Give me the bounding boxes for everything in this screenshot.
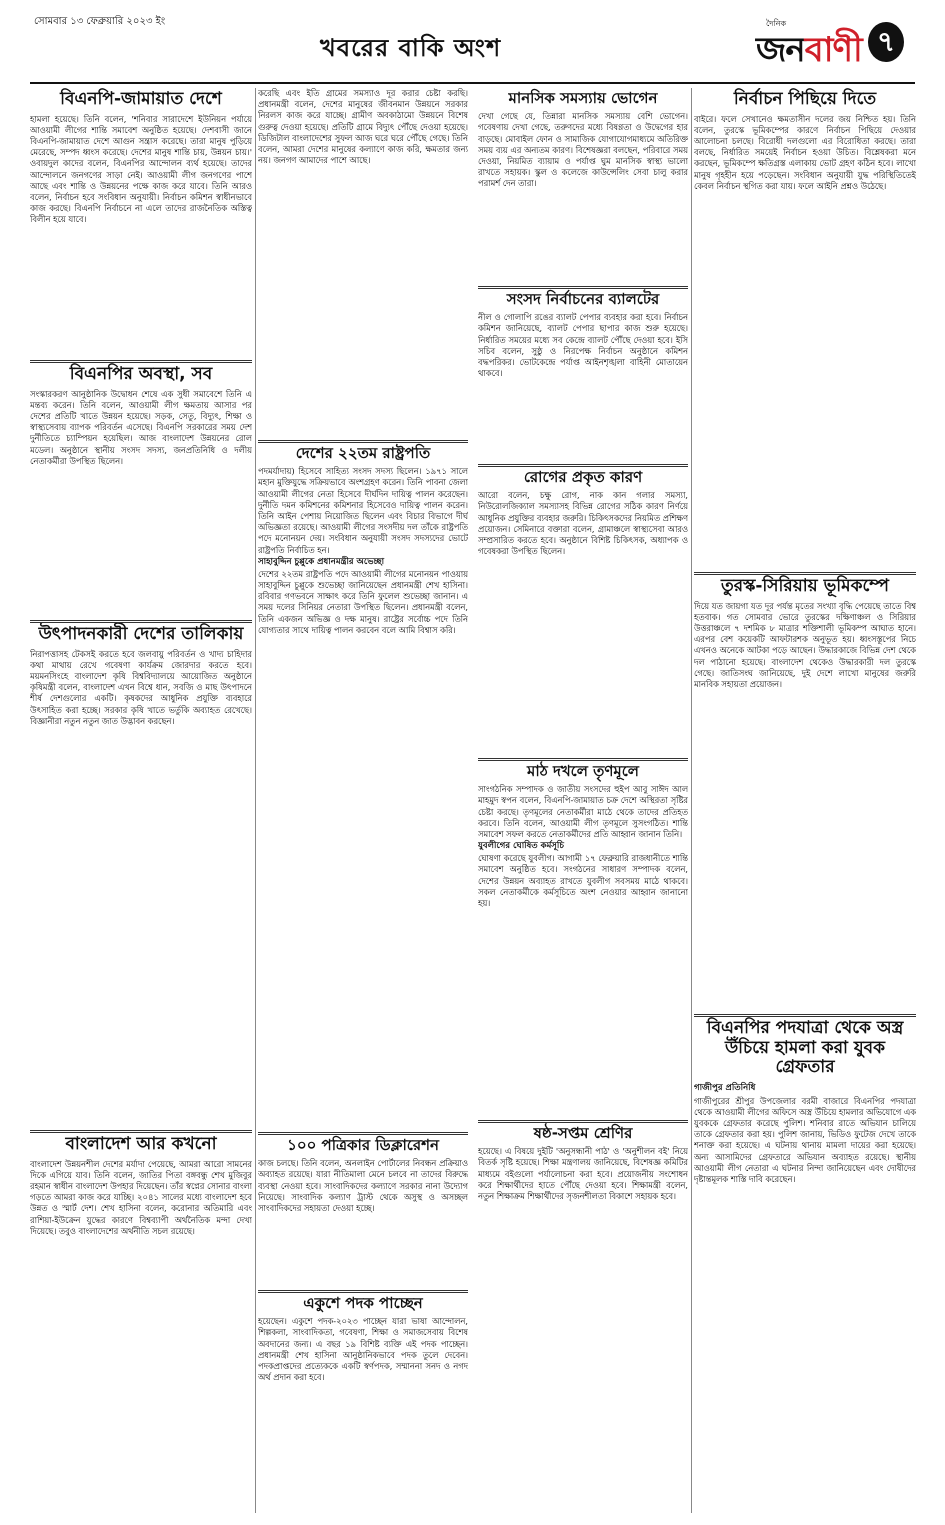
story-body: দিয়ে যত জায়গা যত দূর পর্যন্ত মৃতের সংখ্যা বৃদ্ধি পেয়েছে তাতে বিশ্ব হতবাক। গত সোমবার ভোরে তুরস্কের দক্ষিণাঞ্চল ও সিরিয়ার উত্তরাঞ্চলে ৭ দশমিক ৮ মাত্রার শক্তিশালী ভূমিকম্প আঘাত হানে। এরপর বেশ কয়েকটি আফটারশক অনুভূত হয়। ধ্বংসস্তূপের নিচে এখনও অনেকে আটকা পড়ে আছেন। উদ্ধারকাজে বিভিন্ন দেশ থেকে দল পাঠানো হয়েছে। বাংলাদেশ থেকেও উদ্ধারকারী দল তুরস্কে গেছে। জাতিসংঘ জানিয়েছে, দুই দেশে লাখো মানুষের জরুরি মানবিক সহায়তা প্রয়োজন। xyxy=(694,600,916,689)
story-newspaper-declaration xyxy=(258,1132,468,1288)
logo-wordmark xyxy=(756,24,862,81)
story-headline: মাঠ দখলে তৃণমূলে xyxy=(527,762,639,780)
masthead-rule xyxy=(30,82,915,84)
story-headline: বিএনপি-জামায়াত দেশে xyxy=(60,89,222,109)
section-title: খবরের বাকি অংশ xyxy=(320,34,502,62)
story-body: বাইরে। ফলে সেখানেও ক্ষমতাসীন দলের জয় নিশ্চিত হয়। তিনি বলেন, তুরস্কে ভূমিকম্পের কারণে নির্বাচন পিছিয়ে দেওয়ার আলোচনা চলছে। বিরোধী দলগুলো এর বিরোধিতা করছে। তারা বলছে, নির্ধারিত সময়েই নির্বাচন হওয়া উচিত। বিশ্লেষকরা মনে করছেন, ভূমিকম্পে ক্ষতিগ্রস্ত এলাকায় ভোট গ্রহণ কঠিন হবে। লাখো মানুষ গৃহহীন হয়ে পড়েছেন। সংবিধান অনুযায়ী যুদ্ধ পরিস্থিতিতেই কেবল নির্বাচন স্থগিত করা যায়। ফলে আইনি প্রশ্নও উঠেছে। xyxy=(694,113,916,191)
story-body: হামলা হয়েছে। তিনি বলেন, 'শনিবার সারাদেশে ইউনিয়ন পর্যায়ে আওয়ামী লীগের শান্তি সমাবেশ অনুষ্ঠিত হয়েছে। দেশবাসী জানে বিএনপি-জামায়াত দেশে আগুন সন্ত্রাস করেছে। তারা মানুষ পুড়িয়ে মেরেছে, সম্পদ ধ্বংস করেছে। দেশের মানুষ শান্তি চায়, উন্নয়ন চায়।' ওবায়দুল কাদের বলেন, বিএনপির আন্দোলন ব্যর্থ হয়েছে। তাদের আন্দোলনে জনগণের সাড়া নেই। আওয়ামী লীগ জনগণের পাশে আছে এবং শান্তি ও উন্নয়নের পক্ষে কাজ করে যাবে। তিনি আরও বলেন, নির্বাচন হবে সংবিধান অনুযায়ী। নির্বাচন কমিশন স্বাধীনভাবে কাজ করছে। বিএনপি নির্বাচনে না এলে তাদের রাজনৈতিক অস্তিত্ব বিলীন হয়ে যাবে। xyxy=(30,113,252,225)
story-headline: ষষ্ঠ-সপ্তম শ্রেণির xyxy=(533,1124,633,1142)
story-body: পদমর্যাদায়) হিসেবে সাহিত্য সংসদ সদস্য ছিলেন। ১৯৭১ সালে মহান মুক্তিযুদ্ধে সক্রিয়ভাবে অংশগ্রহণ করেন। তিনি পাবনা জেলা আওয়ামী লীগের নেতা হিসেবে দীর্ঘদিন দায়িত্ব পালন করেছেন। দুর্নীতি দমন কমিশনের কমিশনার হিসেবেও দায়িত্ব পালন করেন। তিনি আইন পেশায় নিয়োজিত ছিলেন এবং বিচার বিভাগে দীর্ঘ অভিজ্ঞতা রয়েছে। আওয়ামী লীগের সংসদীয় দল তাঁকে রাষ্ট্রপতি পদে মনোনয়ন দেয়। সংবিধান অনুযায়ী সংসদ সদস্যদের ভোটে রাষ্ট্রপতি নির্বাচিত হন। xyxy=(258,466,468,555)
logo-part-1: জন xyxy=(756,30,805,70)
story-election-delay xyxy=(694,88,916,570)
column-separator xyxy=(255,88,256,1513)
story-mental-health xyxy=(478,88,688,284)
story-headline: বিএনপির অবস্থা, সব xyxy=(69,364,213,384)
story-bnp-condition xyxy=(30,360,252,618)
story-headline: মানসিক সমস্যায় ভোগেন xyxy=(508,89,658,107)
story-body: গাজীপুরের শ্রীপুর উপজেলার বরমী বাজারে বিএনপির পদযাত্রা থেকে আওয়ামী লীগের অফিসে অস্ত্র উঁচিয়ে হামলার অভিযোগে এক যুবককে গ্রেফতার করেছে পুলিশ। শনিবার রাতে অভিযান চালিয়ে তাকে গ্রেফতার করা হয়। পুলিশ জানায়, ভিডিও ফুটেজ দেখে তাকে শনাক্ত করা হয়েছে। এ ঘটনায় থানায় মামলা দায়ের করা হয়েছে। অন্য আসামিদের গ্রেফতারে অভিযান অব্যাহত রয়েছে। স্থানীয় আওয়ামী লীগ নেতারা এ ঘটনার নিন্দা জানিয়েছেন এবং দোষীদের দৃষ্টান্তমূলক শাস্তি দাবি করেছেন। xyxy=(694,1095,916,1185)
story-headline: ১০০ পত্রিকার ডিক্লারেশন xyxy=(287,1136,439,1154)
story-body: কাজ চলছে। তিনি বলেন, অনলাইন পোর্টালের নিবন্ধন প্রক্রিয়াও অব্যাহত রয়েছে। যারা নীতিমালা মেনে চলবে না তাদের বিরুদ্ধে ব্যবস্থা নেওয়া হবে। সাংবাদিকদের কল্যাণে সরকার নানা উদ্যোগ নিয়েছে। সাংবাদিক কল্যাণ ট্রাস্ট থেকে অসুস্থ ও অসচ্ছল সাংবাদিকদের সহায়তা দেওয়া হচ্ছে। xyxy=(258,1158,468,1214)
date-line: সোমবার ১৩ ফেব্রুয়ারি ২০২৩ ইং xyxy=(34,16,166,27)
column-right xyxy=(694,88,916,1513)
story-22nd-president xyxy=(258,440,468,1130)
story-headline: একুশে পদক পাচ্ছেন xyxy=(303,1294,423,1312)
story-continuation xyxy=(258,88,468,438)
story-body: আরো বলেন, চক্ষু রোগ, নাক কান গলার সমস্যা, নিউরোলজিক্যাল সমস্যাসহ বিভিন্ন রোগের সঠিক কারণ নির্ণয়ে আধুনিক প্রযুক্তির ব্যবহার জরুরি। চিকিৎসকদের নিয়মিত প্রশিক্ষণ প্রয়োজন। সেমিনারে বক্তারা বলেন, গ্রামাঞ্চলে স্বাস্থ্যসেবা আরও সম্প্রসারিত করতে হবে। অনুষ্ঠানে বিশিষ্ট চিকিৎসক, অধ্যাপক ও গবেষকরা উপস্থিত ছিলেন। xyxy=(478,490,688,557)
column-center xyxy=(258,88,688,1513)
story-byline: গাজীপুর প্রতিনিধি xyxy=(694,1082,756,1093)
page-number-badge: ৭ xyxy=(868,22,904,62)
story-ballot xyxy=(478,286,688,462)
story-body: করেছি এবং ইতি গ্রামের সমস্যাও দূর করার চেষ্টা করছি। প্রধানমন্ত্রী বলেন, দেশের মানুষের জীবনমান উন্নয়নে সরকার নিরলস কাজ করে যাচ্ছে। গ্রামীণ অবকাঠামো উন্নয়নে বিশেষ গুরুত্ব দেওয়া হয়েছে। প্রতিটি গ্রামে বিদ্যুৎ পৌঁছে দেওয়া হয়েছে। ডিজিটাল বাংলাদেশের সুফল আজ ঘরে ঘরে পৌঁছে গেছে। তিনি বলেন, আমরা দেশের মানুষের কল্যাণে কাজ করি, ক্ষমতার জন্য নয়। জনগণ আমাদের পাশে আছে। xyxy=(258,88,468,166)
story-body: হয়েছেন। একুশে পদক-২০২৩ পাচ্ছেন যারা ভাষা আন্দোলন, শিল্পকলা, সাংবাদিকতা, গবেষণা, শিক্ষা ও সমাজসেবায় বিশেষ অবদানের জন্য। এ বছর ১৯ বিশিষ্ট ব্যক্তি এই পদক পাচ্ছেন। প্রধানমন্ত্রী শেখ হাসিনা আনুষ্ঠানিকভাবে পদক তুলে দেবেন। পদকপ্রাপ্তদের প্রত্যেককে একটি স্বর্ণপদক, সম্মাননা সনদ ও নগদ অর্থ প্রদান করা হবে। xyxy=(258,1316,468,1383)
story-body: দেশের ২২তম রাষ্ট্রপতি পদে আওয়ামী লীগের মনোনয়ন পাওয়ায় সাহাবুদ্দিন চুপ্পুকে শুভেচ্ছা জানিয়েছেন প্রধানমন্ত্রী শেখ হাসিনা। রবিবার গণভবনে সাক্ষাৎ করে তিনি ফুলেল শুভেচ্ছা জানান। এ সময় দলের সিনিয়র নেতারা উপস্থিত ছিলেন। প্রধানমন্ত্রী বলেন, তিনি একজন অভিজ্ঞ ও দক্ষ মানুষ। রাষ্ট্রের সর্বোচ্চ পদে তিনি যোগ্যতার সাথে দায়িত্ব পালন করবেন বলে আমি বিশ্বাস করি। xyxy=(258,568,468,635)
story-producer-countries xyxy=(30,620,252,1128)
masthead xyxy=(0,0,945,82)
story-headline: সংসদ নির্বাচনের ব্যালটের xyxy=(506,290,660,308)
story-body: বাংলাদেশ উন্নয়নশীল দেশের মর্যাদা পেয়েছে, আমরা আরো সামনের দিকে এগিয়ে যাব। তিনি বলেন, জাতির পিতা বঙ্গবন্ধু শেখ মুজিবুর রহমান স্বাধীন বাংলাদেশ উপহার দিয়েছেন। তাঁর স্বপ্নের সোনার বাংলা গড়তে আমরা কাজ করে যাচ্ছি। ২০৪১ সালের মধ্যে বাংলাদেশ হবে উন্নত ও স্মার্ট দেশ। শেখ হাসিনা বলেন, করোনার অতিমারি এবং রাশিয়া-ইউক্রেন যুদ্ধের কারণে বিশ্বব্যাপী অর্থনৈতিক মন্দা দেখা দিয়েছে। তবুও বাংলাদেশের অর্থনীতি সচল রয়েছে। xyxy=(30,1158,252,1236)
story-disease-cause xyxy=(478,464,688,756)
story-class-six-seven xyxy=(478,1120,688,1513)
story-headline: রোগের প্রকৃত কারণ xyxy=(523,468,643,486)
story-turkey-syria-quake xyxy=(694,572,916,1012)
story-headline: বিএনপির পদযাত্রা থেকে অস্ত্র উঁচিয়ে হামলা করা যুবক গ্রেফতার xyxy=(706,1018,904,1078)
story-headline: তুরস্ক-সিরিয়ায় ভূমিকম্পে xyxy=(721,576,889,596)
column-left xyxy=(30,88,252,1513)
story-body: সংস্কারকরণ আনুষ্ঠানিক উদ্বোধন শেষে এক সুধী সমাবেশে তিনি এ মন্তব্য করেন। তিনি বলেন, আওয়ামী লীগ ক্ষমতায় আসার পর দেশের প্রতিটি খাতে উন্নয়ন হয়েছে। সড়ক, সেতু, বিদ্যুৎ, শিক্ষা ও স্বাস্থ্যসেবায় ব্যাপক পরিবর্তন এসেছে। বিএনপি সরকারের সময় দেশ দুর্নীতিতে চ্যাম্পিয়ন হয়েছিল। আজ বাংলাদেশ উন্নয়নের রোল মডেল। অনুষ্ঠানে স্থানীয় সংসদ সদস্য, জনপ্রতিনিধি ও দলীয় নেতাকর্মীরা উপস্থিত ছিলেন। xyxy=(30,388,252,466)
story-headline: বাংলাদেশ আর কখনো xyxy=(65,1134,217,1154)
story-body: সাংগঠনিক সম্পাদক ও জাতীয় সংসদের হুইপ আবু সাঈদ আল মাহমুদ স্বপন বলেন, বিএনপি-জামায়াত চক্র দেশে অস্থিরতা সৃষ্টির চেষ্টা করছে। তৃণমূলের নেতাকর্মীরা মাঠে থেকে তাদের প্রতিহত করবে। তিনি বলেন, আওয়ামী লীগ তৃণমূলে সুসংগঠিত। শান্তি সমাবেশ সফল করতে নেতাকর্মীদের প্রতি আহ্বান জানান তিনি। xyxy=(478,784,688,840)
story-body: ঘোষণা করেছে যুবলীগ। আগামী ১৭ ফেব্রুয়ারি রাজধানীতে শান্তি সমাবেশ অনুষ্ঠিত হবে। সংগঠনের সাধারণ সম্পাদক বলেন, দেশের উন্নয়ন অব্যাহত রাখতে যুবলীগ সবসময় মাঠে থাকবে। সকল নেতাকর্মীকে কর্মসূচিতে অংশ নেওয়ার আহ্বান জানানো হয়। xyxy=(478,853,688,909)
story-grassroots xyxy=(478,758,688,1118)
story-bangladesh-never xyxy=(30,1130,252,1513)
logo-prefix: দৈনিক xyxy=(766,19,787,28)
story-ekushey-padak xyxy=(258,1290,468,1513)
story-gazipur-arrest xyxy=(694,1014,916,1513)
column-separator xyxy=(691,88,692,1513)
story-headline: উৎপাদনকারী দেশের তালিকায় xyxy=(38,624,244,644)
story-body: নিরাপত্তাসহ টেকসই করতে হবে জলবায়ু পরিবর্তন ও খাদ্য চাহিদার কথা মাথায় রেখে গবেষণা কার্যক্রম জোরদার করতে হবে। ময়মনসিংহে বাংলাদেশ কৃষি বিশ্ববিদ্যালয়ে আয়োজিত অনুষ্ঠানে কৃষিমন্ত্রী বলেন, বাংলাদেশ এখন বিশ্বে ধান, সবজি ও মাছ উৎপাদনে শীর্ষ দেশগুলোর একটি। কৃষকদের আধুনিক প্রযুক্তি ব্যবহারে উৎসাহিত করা হচ্ছে। সরকার কৃষি খাতে ভর্তুকি অব্যাহত রেখেছে। বিজ্ঞানীরা নতুন নতুন জাত উদ্ভাবন করছেন। xyxy=(30,648,252,726)
story-body: হয়েছে। এ বিষয়ে দুইটি 'অনুসন্ধানী পাঠ' ও 'অনুশীলন বই' নিয়ে বিতর্ক সৃষ্টি হয়েছে। শিক্ষা মন্ত্রণালয় জানিয়েছে, বিশেষজ্ঞ কমিটির মাধ্যমে বইগুলো পর্যালোচনা করা হবে। প্রয়োজনীয় সংশোধন করে শিক্ষার্থীদের হাতে পৌঁছে দেওয়া হবে। শিক্ষামন্ত্রী বলেন, নতুন শিক্ষাক্রম শিক্ষার্থীদের সৃজনশীলতা বিকাশে সহায়ক হবে। xyxy=(478,1146,688,1202)
story-subhead: সাহাবুদ্দিন চুপ্পুকে প্রধানমন্ত্রীর অভেচ্ছা xyxy=(258,556,385,567)
story-body: নীল ও গোলাপি রঙের ব্যালট পেপার ব্যবহার করা হবে। নির্বাচন কমিশন জানিয়েছে, ব্যালট পেপার ছাপার কাজ শুরু হয়েছে। নির্ধারিত সময়ের মধ্যে সব কেন্দ্রে ব্যালট পৌঁছে দেওয়া হবে। ইসি সচিব বলেন, সুষ্ঠু ও নিরপেক্ষ নির্বাচন অনুষ্ঠানে কমিশন বদ্ধপরিকর। ভোটকেন্দ্রে পর্যাপ্ত আইনশৃঙ্খলা বাহিনী মোতায়েন থাকবে। xyxy=(478,312,688,379)
newspaper-logo xyxy=(756,16,906,74)
story-subhead: যুবলীগের ঘোষিত কর্মসূচি xyxy=(478,841,564,852)
story-headline: নির্বাচন পিছিয়ে দিতে xyxy=(733,89,877,109)
logo-part-2: বাণী xyxy=(804,30,862,70)
story-headline: দেশের ২২তম রাষ্ট্রপতি xyxy=(295,444,431,462)
story-body: দেখা গেছে যে, তিন্নারা মানসিক সমস্যায় বেশি ভোগেন। গবেষণায় দেখা গেছে, তরুণদের মধ্যে বিষণ্ণতা ও উদ্বেগের হার বাড়ছে। মোবাইল ফোন ও সামাজিক যোগাযোগমাধ্যমে অতিরিক্ত সময় ব্যয় এর অন্যতম কারণ। বিশেষজ্ঞরা বলছেন, পরিবারে সময় দেওয়া, নিয়মিত ব্যায়াম ও পর্যাপ্ত ঘুম মানসিক স্বাস্থ্য ভালো রাখতে সহায়ক। স্কুল ও কলেজে কাউন্সেলিং সেবা চালু করার পরামর্শ দেন তারা। xyxy=(478,111,688,189)
story-bnp-jamaat xyxy=(30,88,252,358)
